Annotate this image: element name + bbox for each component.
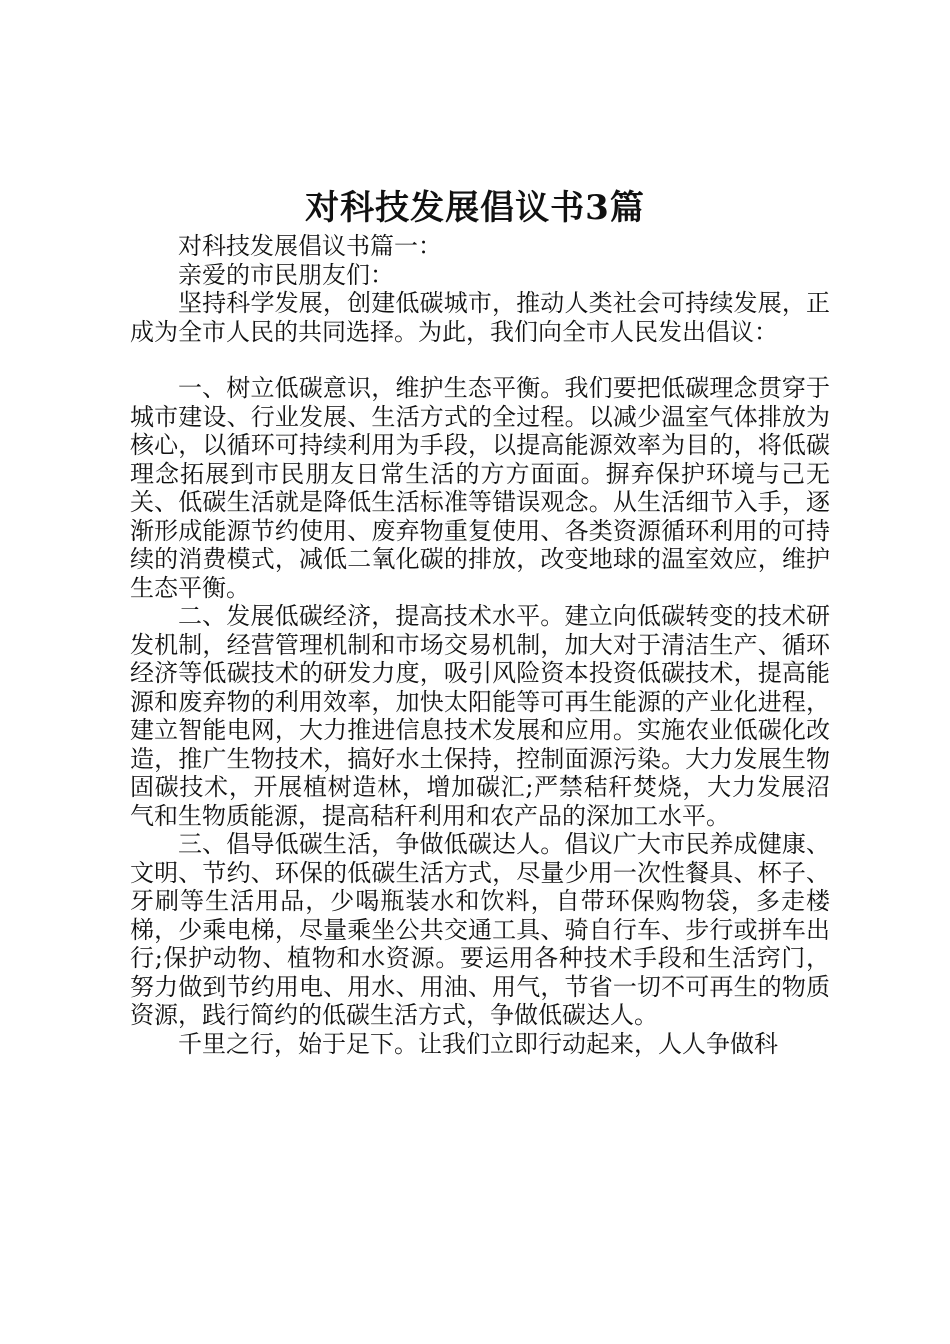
document-title: 对科技发展倡议书3篇 xyxy=(305,188,645,228)
document-body xyxy=(130,232,830,1058)
paragraph-closing: 千里之行，始于足下。让我们立即行动起来，人人争做科 xyxy=(178,1029,778,1058)
paragraph-point-one: 一、树立低碳意识，维护生态平衡。我们要把低碳理念贯穿于城市建设、行业发展、生活方式的全过程。以减少温室气体排放为核心，以循环可持续利用为手段，以提高能源效率为目的，将低碳理念拓展到市民朋友日常生活的方方面面。摒弃保护环境与己无关、低碳生活就是降低生活标准等错误观念。从生活细节入手，逐渐形成能源节约使用、废弃物重复使用、各类资源循环利用的可持续的消费模式，减低二氧化碳的排放，改变地球的温室效应，维护生态平衡。 xyxy=(130,374,830,602)
paragraph-salutation: 亲爱的市民朋友们： xyxy=(178,260,394,289)
paragraph-point-two: 二、发展低碳经济，提高技术水平。建立向低碳转变的技术研发机制，经营管理机制和市场交易机制，加大对于清洁生产、循环经济等低碳技术的研发力度，吸引风险资本投资低碳技术，提高能源和废弃物的利用效率，加快太阳能等可再生能源的产业化进程，建立智能电网，大力推进信息技术发展和应用。实施农业低碳化改造，推广生物技术，搞好水土保持，控制面源污染。大力发展生物固碳技术，开展植树造林，增加碳汇;严禁秸秆焚烧，大力发展沼气和生物质能源，提高秸秆利用和农产品的深加工水平。 xyxy=(130,602,830,830)
paragraph-intro: 坚持科学发展，创建低碳城市，推动人类社会可持续发展，正成为全市人民的共同选择。为此，我们向全市人民发出倡议： xyxy=(130,289,830,346)
paragraph-point-three: 三、倡导低碳生活，争做低碳达人。倡议广大市民养成健康、文明、节约、环保的低碳生活方式，尽量少用一次性餐具、杯子、牙刷等生活用品，少喝瓶装水和饮料，自带环保购物袋，多走楼梯，少乘电梯，尽量乘坐公共交通工具、骑自行车、步行或拼车出行;保护动物、植物和水资源。要运用各种技术手段和生活窍门，努力做到节约用电、用水、用油、用气，节省一切不可再生的物质资源，践行简约的低碳生活方式，争做低碳达人。 xyxy=(130,830,830,1029)
paragraph-heading: 对科技发展倡议书篇一： xyxy=(178,232,442,260)
